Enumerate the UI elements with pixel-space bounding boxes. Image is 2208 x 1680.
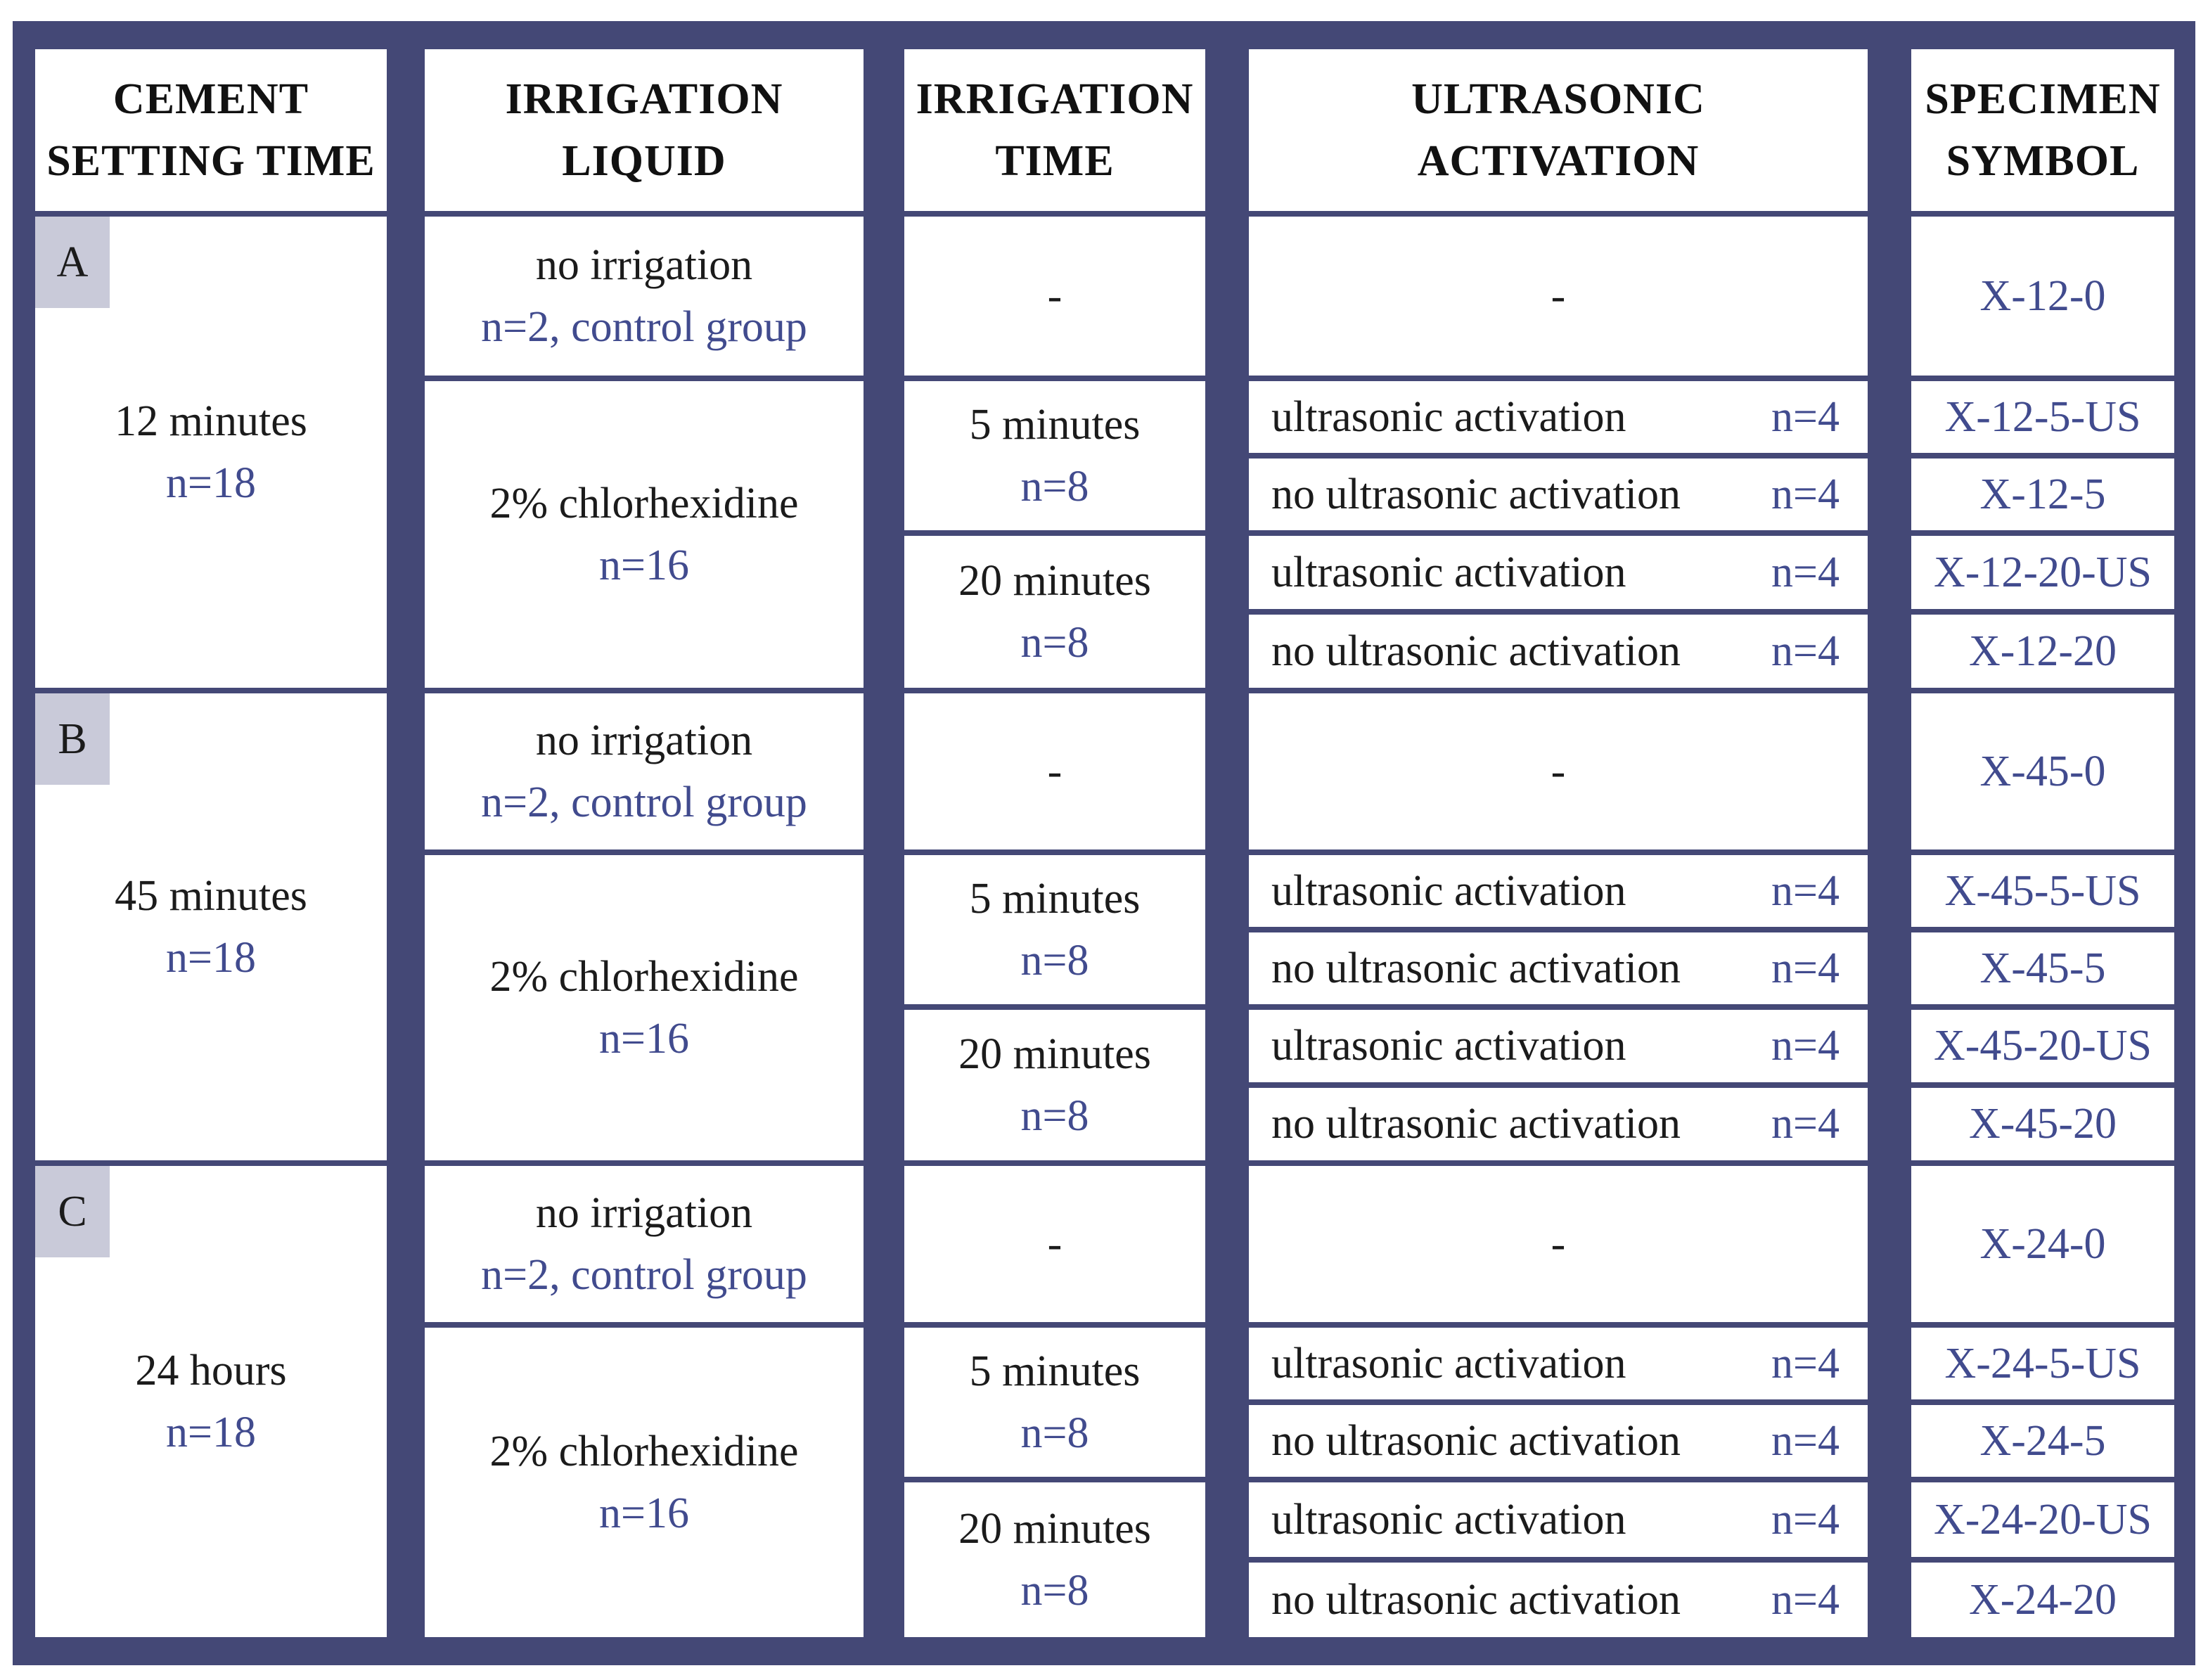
setting-time-count: n=18 bbox=[166, 1409, 256, 1456]
group-c-activation-row-1 bbox=[1249, 1328, 1868, 1399]
group-b-symbol-control bbox=[1911, 693, 2174, 849]
activation-count: n=4 bbox=[1771, 392, 1840, 441]
group-b-time-20 bbox=[904, 1010, 1205, 1160]
specimen-symbol: X-24-5-US bbox=[1944, 1339, 2141, 1387]
group-a-activation-row-2 bbox=[1249, 459, 1868, 530]
group-b-control-time bbox=[904, 693, 1205, 849]
activation-label: no ultrasonic activation bbox=[1271, 1575, 1681, 1624]
group-b-symbol-row-2 bbox=[1911, 932, 2174, 1004]
liquid-count: n=16 bbox=[599, 1489, 689, 1537]
group-a-time-20 bbox=[904, 536, 1205, 688]
time-20-count: n=8 bbox=[1020, 1092, 1089, 1140]
group-c-liquid bbox=[425, 1328, 864, 1637]
group-a-activation-row-3 bbox=[1249, 536, 1868, 609]
specimen-symbol: X-24-20-US bbox=[1934, 1495, 2152, 1544]
header-ultrasonic-activation bbox=[1249, 49, 1868, 211]
activation-label: ultrasonic activation bbox=[1271, 1339, 1626, 1387]
group-c-activation-row-3 bbox=[1249, 1482, 1868, 1557]
group-c-symbol-row-4 bbox=[1911, 1563, 2174, 1637]
header-ultra-line1: ULTRASONIC bbox=[1411, 75, 1705, 123]
time-5-label: 5 minutes bbox=[969, 875, 1141, 923]
activation-label: ultrasonic activation bbox=[1271, 866, 1626, 915]
header-symbol-line2: SYMBOL bbox=[1946, 137, 2140, 185]
group-a-control-activation bbox=[1249, 217, 1868, 376]
time-20-label: 20 minutes bbox=[958, 1030, 1151, 1078]
group-b-liquid bbox=[425, 855, 864, 1160]
group-a-control-liquid bbox=[425, 217, 864, 376]
header-liquid-line2: LIQUID bbox=[562, 137, 726, 185]
specimen-symbol: X-24-0 bbox=[1979, 1219, 2106, 1268]
group-b-activation-row-1 bbox=[1249, 855, 1868, 927]
group-b-time-5 bbox=[904, 855, 1205, 1004]
specimen-symbol: X-45-20-US bbox=[1934, 1022, 2152, 1070]
group-b-activation-row-2 bbox=[1249, 932, 1868, 1004]
specimen-symbol: X-12-5 bbox=[1979, 470, 2106, 518]
group-b-activation-row-3 bbox=[1249, 1010, 1868, 1082]
activation-label: no ultrasonic activation bbox=[1271, 1100, 1681, 1148]
group-a-control-time bbox=[904, 217, 1205, 376]
time-5-count: n=8 bbox=[1020, 937, 1089, 985]
activation-count: n=4 bbox=[1771, 1416, 1840, 1465]
group-a-activation-row-4 bbox=[1249, 615, 1868, 688]
header-liquid-line1: IRRIGATION bbox=[505, 75, 783, 123]
group-a-time-5 bbox=[904, 381, 1205, 530]
activation-label: no ultrasonic activation bbox=[1271, 1416, 1681, 1465]
group-a-symbol-row-2 bbox=[1911, 459, 2174, 530]
setting-time-value: 45 minutes bbox=[115, 872, 307, 920]
activation-count: n=4 bbox=[1771, 866, 1840, 915]
setting-time-value: 24 hours bbox=[135, 1347, 287, 1394]
setting-time-value: 12 minutes bbox=[115, 397, 307, 445]
header-symbol-line1: SPECIMEN bbox=[1925, 75, 2161, 123]
group-a-liquid bbox=[425, 381, 864, 688]
control-time-dash: - bbox=[1047, 1220, 1063, 1268]
time-20-count: n=8 bbox=[1020, 1567, 1089, 1615]
group-b-symbol-row-3 bbox=[1911, 1010, 2174, 1082]
specimen-symbol: X-24-20 bbox=[1968, 1575, 2117, 1624]
group-badge-c: C bbox=[35, 1166, 110, 1257]
specimen-symbol: X-45-0 bbox=[1979, 747, 2106, 795]
group-c-symbol-row-1 bbox=[1911, 1328, 2174, 1399]
group-b-control-liquid bbox=[425, 693, 864, 849]
activation-count: n=4 bbox=[1771, 1339, 1840, 1387]
group-a-activation-row-1 bbox=[1249, 381, 1868, 453]
group-c-time-20 bbox=[904, 1482, 1205, 1637]
group-a-symbol-control bbox=[1911, 217, 2174, 376]
header-irrigation-liquid bbox=[425, 49, 864, 211]
liquid-count: n=16 bbox=[599, 541, 689, 589]
time-5-count: n=8 bbox=[1020, 1409, 1089, 1457]
activation-count: n=4 bbox=[1771, 944, 1840, 992]
specimen-symbol: X-45-5-US bbox=[1944, 866, 2141, 915]
header-time-line2: TIME bbox=[995, 137, 1115, 185]
activation-label: ultrasonic activation bbox=[1271, 392, 1626, 441]
group-b-symbol-row-4 bbox=[1911, 1088, 2174, 1160]
activation-label: ultrasonic activation bbox=[1271, 548, 1626, 596]
control-liquid-count: n=2, control group bbox=[481, 303, 807, 351]
activation-label: no ultrasonic activation bbox=[1271, 627, 1681, 675]
control-liquid-count: n=2, control group bbox=[481, 1251, 807, 1299]
control-liquid-count: n=2, control group bbox=[481, 778, 807, 826]
header-cement-setting-time bbox=[35, 49, 387, 211]
header-ultra-line2: ACTIVATION bbox=[1417, 137, 1700, 185]
group-c-activation-row-4 bbox=[1249, 1563, 1868, 1637]
specimen-symbol: X-45-20 bbox=[1968, 1100, 2117, 1148]
group-b-symbol-row-1 bbox=[1911, 855, 2174, 927]
time-20-label: 20 minutes bbox=[958, 557, 1151, 605]
activation-label: no ultrasonic activation bbox=[1271, 944, 1681, 992]
group-a-symbol-row-3 bbox=[1911, 536, 2174, 609]
time-5-count: n=8 bbox=[1020, 463, 1089, 511]
group-badge-a: A bbox=[35, 217, 110, 308]
header-irrigation-time bbox=[904, 49, 1205, 211]
activation-count: n=4 bbox=[1771, 470, 1840, 518]
control-time-dash: - bbox=[1047, 272, 1063, 320]
header-specimen-symbol bbox=[1911, 49, 2174, 211]
group-c-symbol-row-2 bbox=[1911, 1405, 2174, 1477]
liquid-label: 2% chlorhexidine bbox=[489, 953, 799, 1001]
group-b-control-activation bbox=[1249, 693, 1868, 849]
group-c-symbol-control bbox=[1911, 1166, 2174, 1322]
group-c-control-liquid bbox=[425, 1166, 864, 1322]
activation-count: n=4 bbox=[1771, 1022, 1840, 1070]
control-time-dash: - bbox=[1047, 748, 1063, 795]
group-a-symbol-row-1 bbox=[1911, 381, 2174, 453]
specimen-symbol: X-12-0 bbox=[1979, 271, 2106, 320]
group-c-symbol-row-3 bbox=[1911, 1482, 2174, 1557]
group-c-time-5 bbox=[904, 1328, 1205, 1477]
control-liquid-label: no irrigation bbox=[535, 717, 753, 764]
group-a-symbol-row-4 bbox=[1911, 615, 2174, 688]
header-time-line1: IRRIGATION bbox=[916, 75, 1194, 123]
activation-label: ultrasonic activation bbox=[1271, 1495, 1626, 1544]
time-20-count: n=8 bbox=[1020, 619, 1089, 667]
activation-count: n=4 bbox=[1771, 627, 1840, 675]
group-c-control-time bbox=[904, 1166, 1205, 1322]
specimen-symbol: X-12-5-US bbox=[1944, 392, 2141, 441]
control-liquid-label: no irrigation bbox=[535, 241, 753, 289]
specimen-symbol: X-24-5 bbox=[1979, 1416, 2106, 1465]
setting-time-count: n=18 bbox=[166, 459, 256, 507]
liquid-count: n=16 bbox=[599, 1015, 689, 1063]
specimen-symbol: X-12-20 bbox=[1968, 627, 2117, 675]
group-c-control-activation bbox=[1249, 1166, 1868, 1322]
time-20-label: 20 minutes bbox=[958, 1505, 1151, 1553]
liquid-label: 2% chlorhexidine bbox=[489, 480, 799, 527]
activation-label: ultrasonic activation bbox=[1271, 1022, 1626, 1070]
time-5-label: 5 minutes bbox=[969, 1347, 1141, 1395]
specimen-symbol: X-12-20-US bbox=[1934, 548, 2152, 596]
time-5-label: 5 minutes bbox=[969, 401, 1141, 449]
activation-label: no ultrasonic activation bbox=[1271, 470, 1681, 518]
activation-count: n=4 bbox=[1771, 548, 1840, 596]
group-c-activation-row-2 bbox=[1249, 1405, 1868, 1477]
control-activation-dash: - bbox=[1551, 272, 1566, 320]
activation-count: n=4 bbox=[1771, 1495, 1840, 1544]
header-cement-line2: SETTING TIME bbox=[46, 137, 376, 185]
setting-time-count: n=18 bbox=[166, 934, 256, 982]
liquid-label: 2% chlorhexidine bbox=[489, 1428, 799, 1475]
activation-count: n=4 bbox=[1771, 1100, 1840, 1148]
group-b-activation-row-4 bbox=[1249, 1088, 1868, 1160]
control-liquid-label: no irrigation bbox=[535, 1189, 753, 1237]
activation-count: n=4 bbox=[1771, 1575, 1840, 1624]
group-badge-b: B bbox=[35, 693, 110, 785]
control-activation-dash: - bbox=[1551, 1220, 1566, 1268]
specimen-symbol: X-45-5 bbox=[1979, 944, 2106, 992]
control-activation-dash: - bbox=[1551, 748, 1566, 795]
header-cement-line1: CEMENT bbox=[113, 75, 309, 123]
